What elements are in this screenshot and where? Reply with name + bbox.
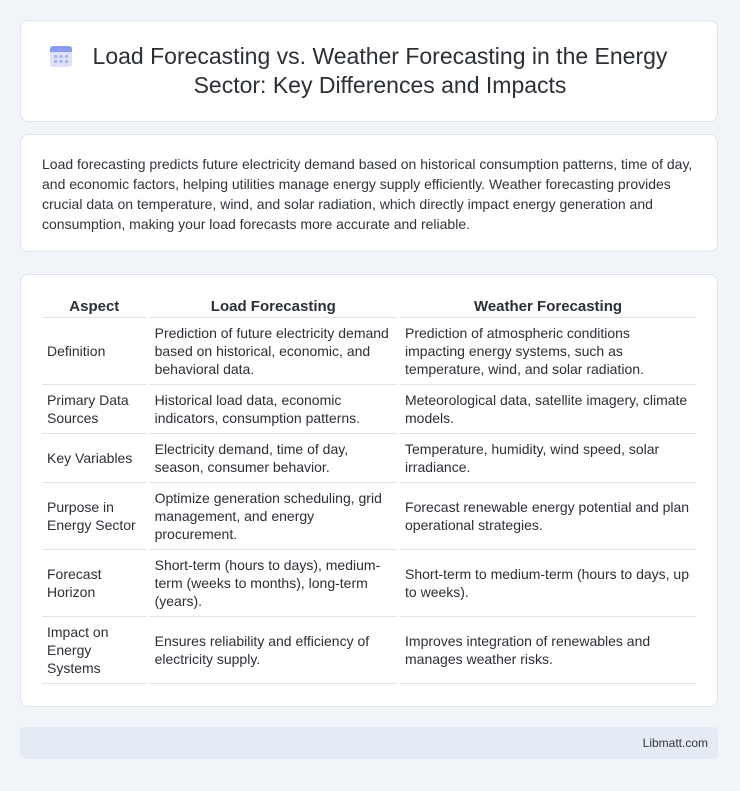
aspect-cell: Forecast Horizon — [42, 550, 147, 617]
weather-cell: Temperature, humidity, wind speed, solar irradiance. — [400, 434, 696, 483]
weather-cell: Meteorological data, satellite imagery, climate models. — [400, 385, 696, 434]
table-row — [42, 483, 696, 550]
intro-paragraph: Load forecasting predicts future electricity demand based on historical consumption patterns, time of day, and economic factors, helping utilities manage energy supply efficiently. Weather forecasting provides crucial data on temperature, wind, and solar radiation, which directly impact energy generation and consumption, making your load forecasts more accurate and reliable. — [42, 156, 693, 232]
footer-brand: Libmatt.com — [642, 736, 708, 750]
aspect-cell: Purpose in Energy Sector — [42, 483, 147, 550]
table-header-row — [42, 296, 696, 318]
load-cell: Short-term (hours to days), medium-term (weeks to months), long-term (years). — [150, 550, 397, 617]
weather-cell: Prediction of atmospheric conditions impacting energy systems, such as temperature, wind, and solar radiation. — [400, 318, 696, 385]
aspect-cell: Definition — [42, 318, 147, 385]
table-row — [42, 385, 696, 434]
header-card — [20, 20, 718, 122]
load-cell: Electricity demand, time of day, season, consumer behavior. — [150, 434, 397, 483]
aspect-cell: Impact on Energy Systems — [42, 617, 147, 684]
comparison-table — [39, 296, 699, 684]
load-cell: Prediction of future electricity demand based on historical, economic, and behavioral data. — [150, 318, 397, 385]
table-row — [42, 318, 696, 385]
load-cell: Historical load data, economic indicators, consumption patterns. — [150, 385, 397, 434]
page-title: Load Forecasting vs. Weather Forecasting in the Energy Sector: Key Differences and Impacts — [92, 43, 668, 98]
table-row — [42, 617, 696, 684]
header-aspect: Aspect — [42, 296, 147, 318]
footer-bar — [20, 727, 718, 759]
load-cell: Ensures reliability and efficiency of electricity supply. — [150, 617, 397, 684]
load-cell: Optimize generation scheduling, grid management, and energy procurement. — [150, 483, 397, 550]
header-weather-forecasting: Weather Forecasting — [400, 296, 696, 318]
header-load-forecasting: Load Forecasting — [150, 296, 397, 318]
intro-card — [20, 134, 718, 252]
table-row — [42, 434, 696, 483]
weather-cell: Improves integration of renewables and manages weather risks. — [400, 617, 696, 684]
comparison-card — [20, 274, 718, 707]
weather-cell: Short-term to medium-term (hours to days, up to weeks). — [400, 550, 696, 617]
table-row — [42, 550, 696, 617]
aspect-cell: Primary Data Sources — [42, 385, 147, 434]
aspect-cell: Key Variables — [42, 434, 147, 483]
weather-cell: Forecast renewable energy potential and plan operational strategies. — [400, 483, 696, 550]
